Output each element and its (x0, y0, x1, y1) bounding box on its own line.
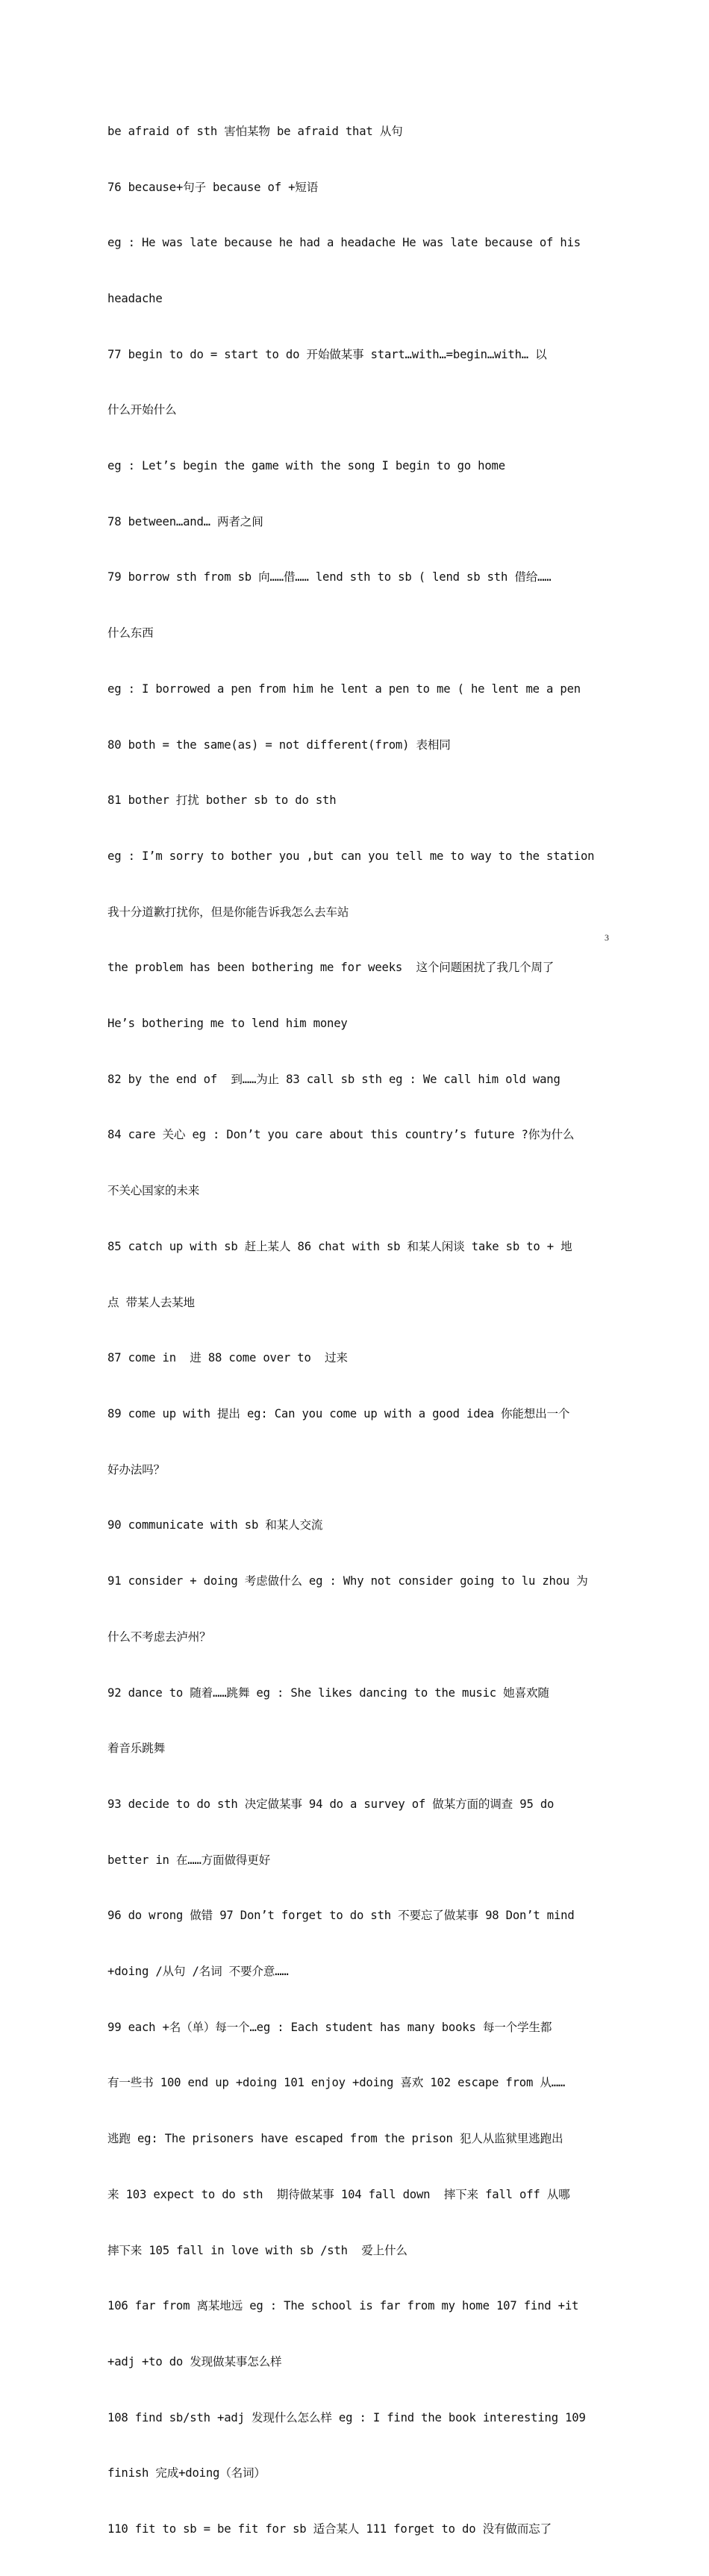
text-line: eg : I borrowed a pen from him he lent a pen to me ( he lent me a pen (107, 682, 581, 696)
text-line: eg : He was late because he had a headache He was late because of his (107, 236, 581, 250)
text-line: 106 far from 离某地远 eg : The school is far from my home 107 find +it (107, 2299, 579, 2313)
text-line: 108 find sb/sth +adj 发现什么怎么样 eg : I find the book interesting 109 (107, 2410, 586, 2424)
text-line: 逃跑 eg: The prisoners have escaped from the prison 犯人从监狱里逃跑出 (107, 2132, 563, 2146)
text-line: 85 catch up with sb 赶上某人 86 chat with sb 和某人闲谈 take sb to + 地 (107, 1239, 572, 1253)
text-line: 好办法吗？ (107, 1462, 165, 1476)
text-line: +doing /从句 /名词 不要介意…… (107, 1965, 289, 1979)
text-line: 96 do wrong 做错 97 Don’t forget to do sth 不要忘了做某事 98 Don’t mind (107, 1909, 575, 1923)
text-line: 来 103 expect to do sth 期待做某事 104 fall down 摔下来 fall off 从哪 (107, 2187, 570, 2201)
text-line: 我十分道歉打扰你，但是你能告诉我怎么去车站 (107, 905, 349, 919)
text-line: 90 communicate with sb 和某人交流 (107, 1518, 323, 1532)
text-line: 76 because+句子 because of +短语 (107, 180, 319, 194)
text-line: headache (107, 291, 163, 305)
text-line: +adj +to do 发现做某事怎么样 (107, 2354, 282, 2368)
text-line: 78 between…and… 两者之间 (107, 514, 263, 528)
text-line: 93 decide to do sth 决定做某事 94 do a survey of 做某方面的调查 95 do (107, 1797, 555, 1811)
text-line: 点 带某人去某地 (107, 1295, 195, 1309)
text-line: 84 care 关心 eg : Don’t you care about this country’s future ?你为什么 (107, 1128, 575, 1142)
text-line: better in 在……方面做得更好 (107, 1853, 271, 1867)
page-number: 3 (605, 932, 609, 943)
text-line: 110 fit to sb = be fit for sb 适合某人 111 forget to do 没有做而忘了 (107, 2522, 552, 2536)
text-line: 什么东西 (107, 626, 154, 640)
text-line: 81 bother 打扰 bother sb to do sth (107, 793, 337, 808)
text-line: 什么开始什么 (107, 403, 177, 417)
text-line: 着音乐跳舞 (107, 1741, 165, 1756)
text-line: 什么不考虑去泸州？ (107, 1630, 211, 1644)
text-line: 87 come in 进 88 come over to 过来 (107, 1351, 348, 1365)
text-line: 99 each +名（单）每一个…eg : Each student has many books 每一个学生都 (107, 2020, 552, 2034)
text-line: 79 borrow sth from sb 向……借…… lend sth to sb ( lend sb sth 借给…… (107, 570, 552, 584)
text-line: 80 both = the same(as) = not different(from) 表相同 (107, 737, 451, 752)
page-text (107, 85, 609, 2576)
text-line: eg : Let’s begin the game with the song I begin to go home (107, 459, 505, 473)
text-line: the problem has been bothering me for weeks 这个问题困扰了我几个周了 (107, 961, 555, 975)
text-line: 77 begin to do = start to do 开始做某事 start…with…=begin…with… 以 (107, 347, 547, 361)
text-line: be afraid of sth 害怕某物 be afraid that 从句 (107, 124, 403, 138)
text-line: 有一些书 100 end up +doing 101 enjoy +doing 喜欢 102 escape from 从…… (107, 2076, 566, 2090)
text-line: finish 完成+doing（名词） (107, 2466, 266, 2480)
text-line: He’s bothering me to lend him money (107, 1017, 348, 1031)
text-line: 摔下来 105 fall in love with sb /sth 爱上什么 (107, 2243, 407, 2257)
text-line: 不关心国家的未来 (107, 1184, 200, 1198)
text-line: 91 consider + doing 考虑做什么 eg : Why not consider going to lu zhou 为 (107, 1574, 588, 1588)
text-line: 92 dance to 随着……跳舞 eg : She likes dancing to the music 她喜欢随 (107, 1685, 549, 1700)
text-line: eg : I’m sorry to bother you ,but can you tell me to way to the station (107, 849, 595, 863)
text-line: 82 by the end of 到……为止 83 call sb sth eg : We call him old wang (107, 1072, 560, 1086)
text-line: 89 come up with 提出 eg: Can you come up with a good idea 你能想出一个 (107, 1406, 570, 1420)
